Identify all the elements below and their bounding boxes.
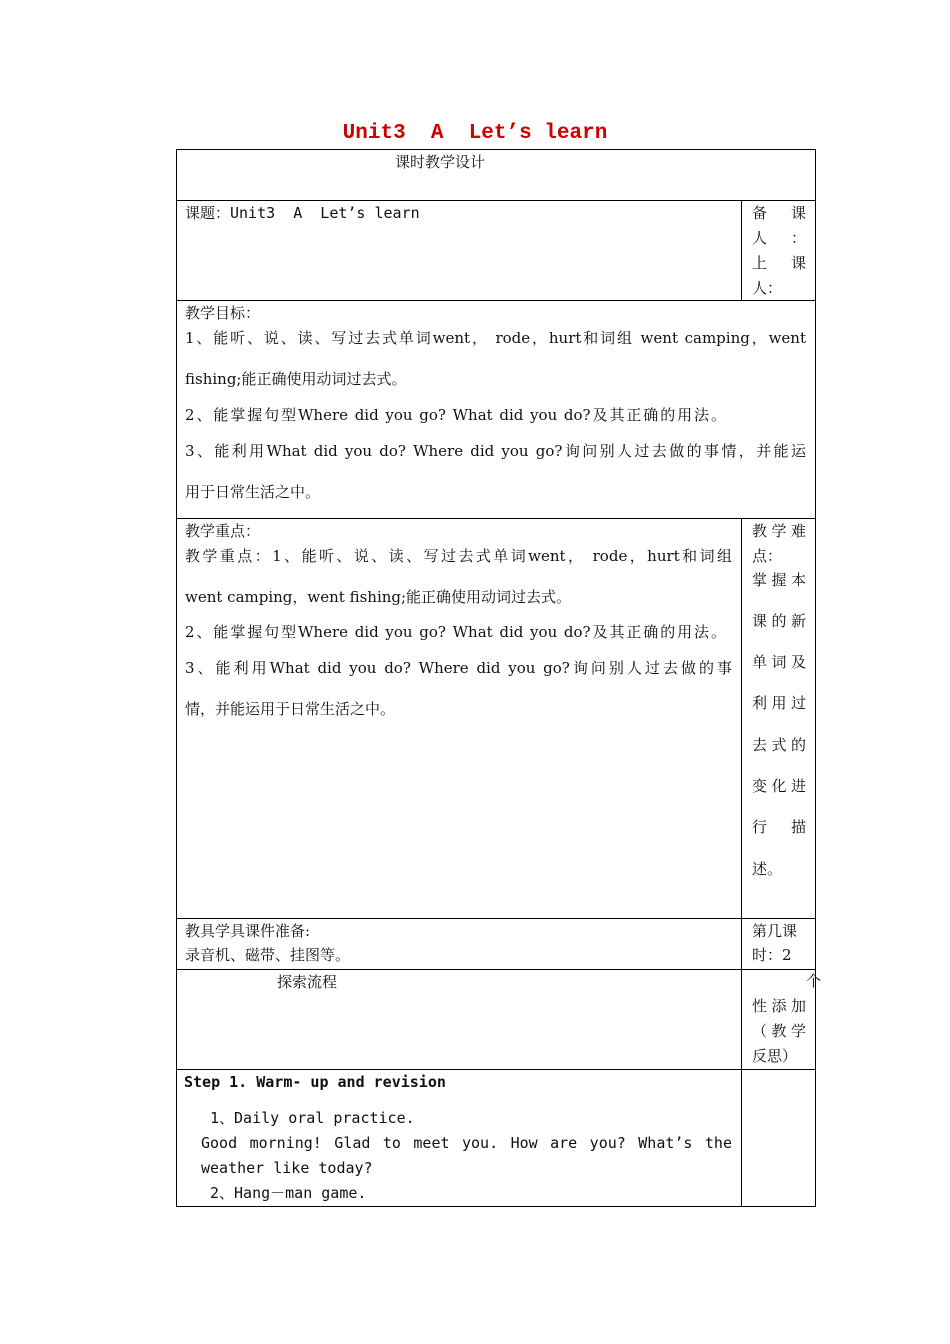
- difficulty-line: 课的新: [752, 612, 806, 630]
- key-point-item-3a: 3、能利用What did you do? Where did you go?询问别人过去做的事: [185, 659, 732, 677]
- difficulty-line: 教学难: [752, 522, 806, 540]
- lesson-number-value: 时：2: [752, 946, 792, 964]
- difficulty-line: 去式的: [752, 736, 806, 754]
- lesson-number-label: 第几课: [752, 922, 798, 940]
- key-point-item-1b: went camping，went fishing;能正确使用动词过去式。: [185, 588, 572, 606]
- design-title: 课时教学设计: [395, 153, 486, 171]
- teacher-label-1: 上 课: [752, 254, 806, 272]
- materials-content: 录音机、磁带、挂图等。: [185, 946, 351, 964]
- difficulty-line: 利用过: [752, 694, 806, 712]
- process-cell: [176, 969, 742, 1070]
- objective-item-2: 2、能掌握句型Where did you go? What did you do?及其正确的用法。: [185, 406, 726, 424]
- step-dialog-line-1: Good morning! Glad to meet you. How are you? What’s the: [201, 1134, 732, 1152]
- objective-item-1a: 1、能听、说、读、写过去式单词went， rode，hurt和词组 went camping，went: [185, 329, 806, 347]
- key-point-item-2: 2、能掌握句型Where did you go? What did you do?及其正确的用法。: [185, 623, 726, 641]
- step-heading: Step 1. Warm- up and revision: [184, 1073, 446, 1091]
- key-points-heading: 教学重点：: [185, 522, 261, 540]
- key-point-item-3b: 情，并能运用于日常生活之中。: [185, 700, 396, 718]
- preparer-label-1: 备 课: [752, 204, 806, 222]
- process-heading: 探索流程: [277, 973, 338, 991]
- objective-item-3b: 用于日常生活之中。: [185, 483, 321, 501]
- step-item-1: 1、Daily oral practice.: [210, 1109, 415, 1127]
- step-item-2: 2、Hang－man game.: [210, 1184, 367, 1202]
- materials-heading: 教具学具课件准备:: [185, 922, 311, 940]
- reflection-line: 反思）: [752, 1047, 798, 1065]
- topic-label: 课题：Unit3 A Let’s learn: [185, 204, 420, 222]
- header-cell: [176, 149, 816, 201]
- difficulty-line: 变化进: [752, 777, 806, 795]
- objective-item-1b: fishing;能正确使用动词过去式。: [185, 370, 407, 388]
- teacher-label-2: 人：: [752, 279, 783, 297]
- reflection-line: 个: [806, 972, 822, 990]
- step-dialog-line-2: weather like today?: [201, 1159, 373, 1177]
- difficulty-line: 行 描: [752, 818, 806, 836]
- difficulty-line: 点：: [752, 547, 783, 565]
- reflection-line: 性添加: [752, 997, 806, 1015]
- difficulty-line: 述。: [752, 860, 783, 878]
- preparer-label-2: 人 ：: [752, 229, 806, 247]
- difficulty-line: 单词及: [752, 653, 806, 671]
- objectives-heading: 教学目标：: [185, 304, 261, 322]
- page-title: Unit3 A Let’s learn: [342, 122, 608, 145]
- reflection-line: （教学: [752, 1022, 806, 1040]
- key-point-item-1a: 教学重点：1、能听、说、读、写过去式单词went， rode，hurt和词组: [185, 547, 732, 565]
- step-notes-cell: [741, 1069, 816, 1207]
- objective-item-3a: 3、能利用What did you do? Where did you go?询问别人过去做的事情，并能运: [185, 442, 806, 460]
- difficulty-line: 掌握本: [752, 571, 806, 589]
